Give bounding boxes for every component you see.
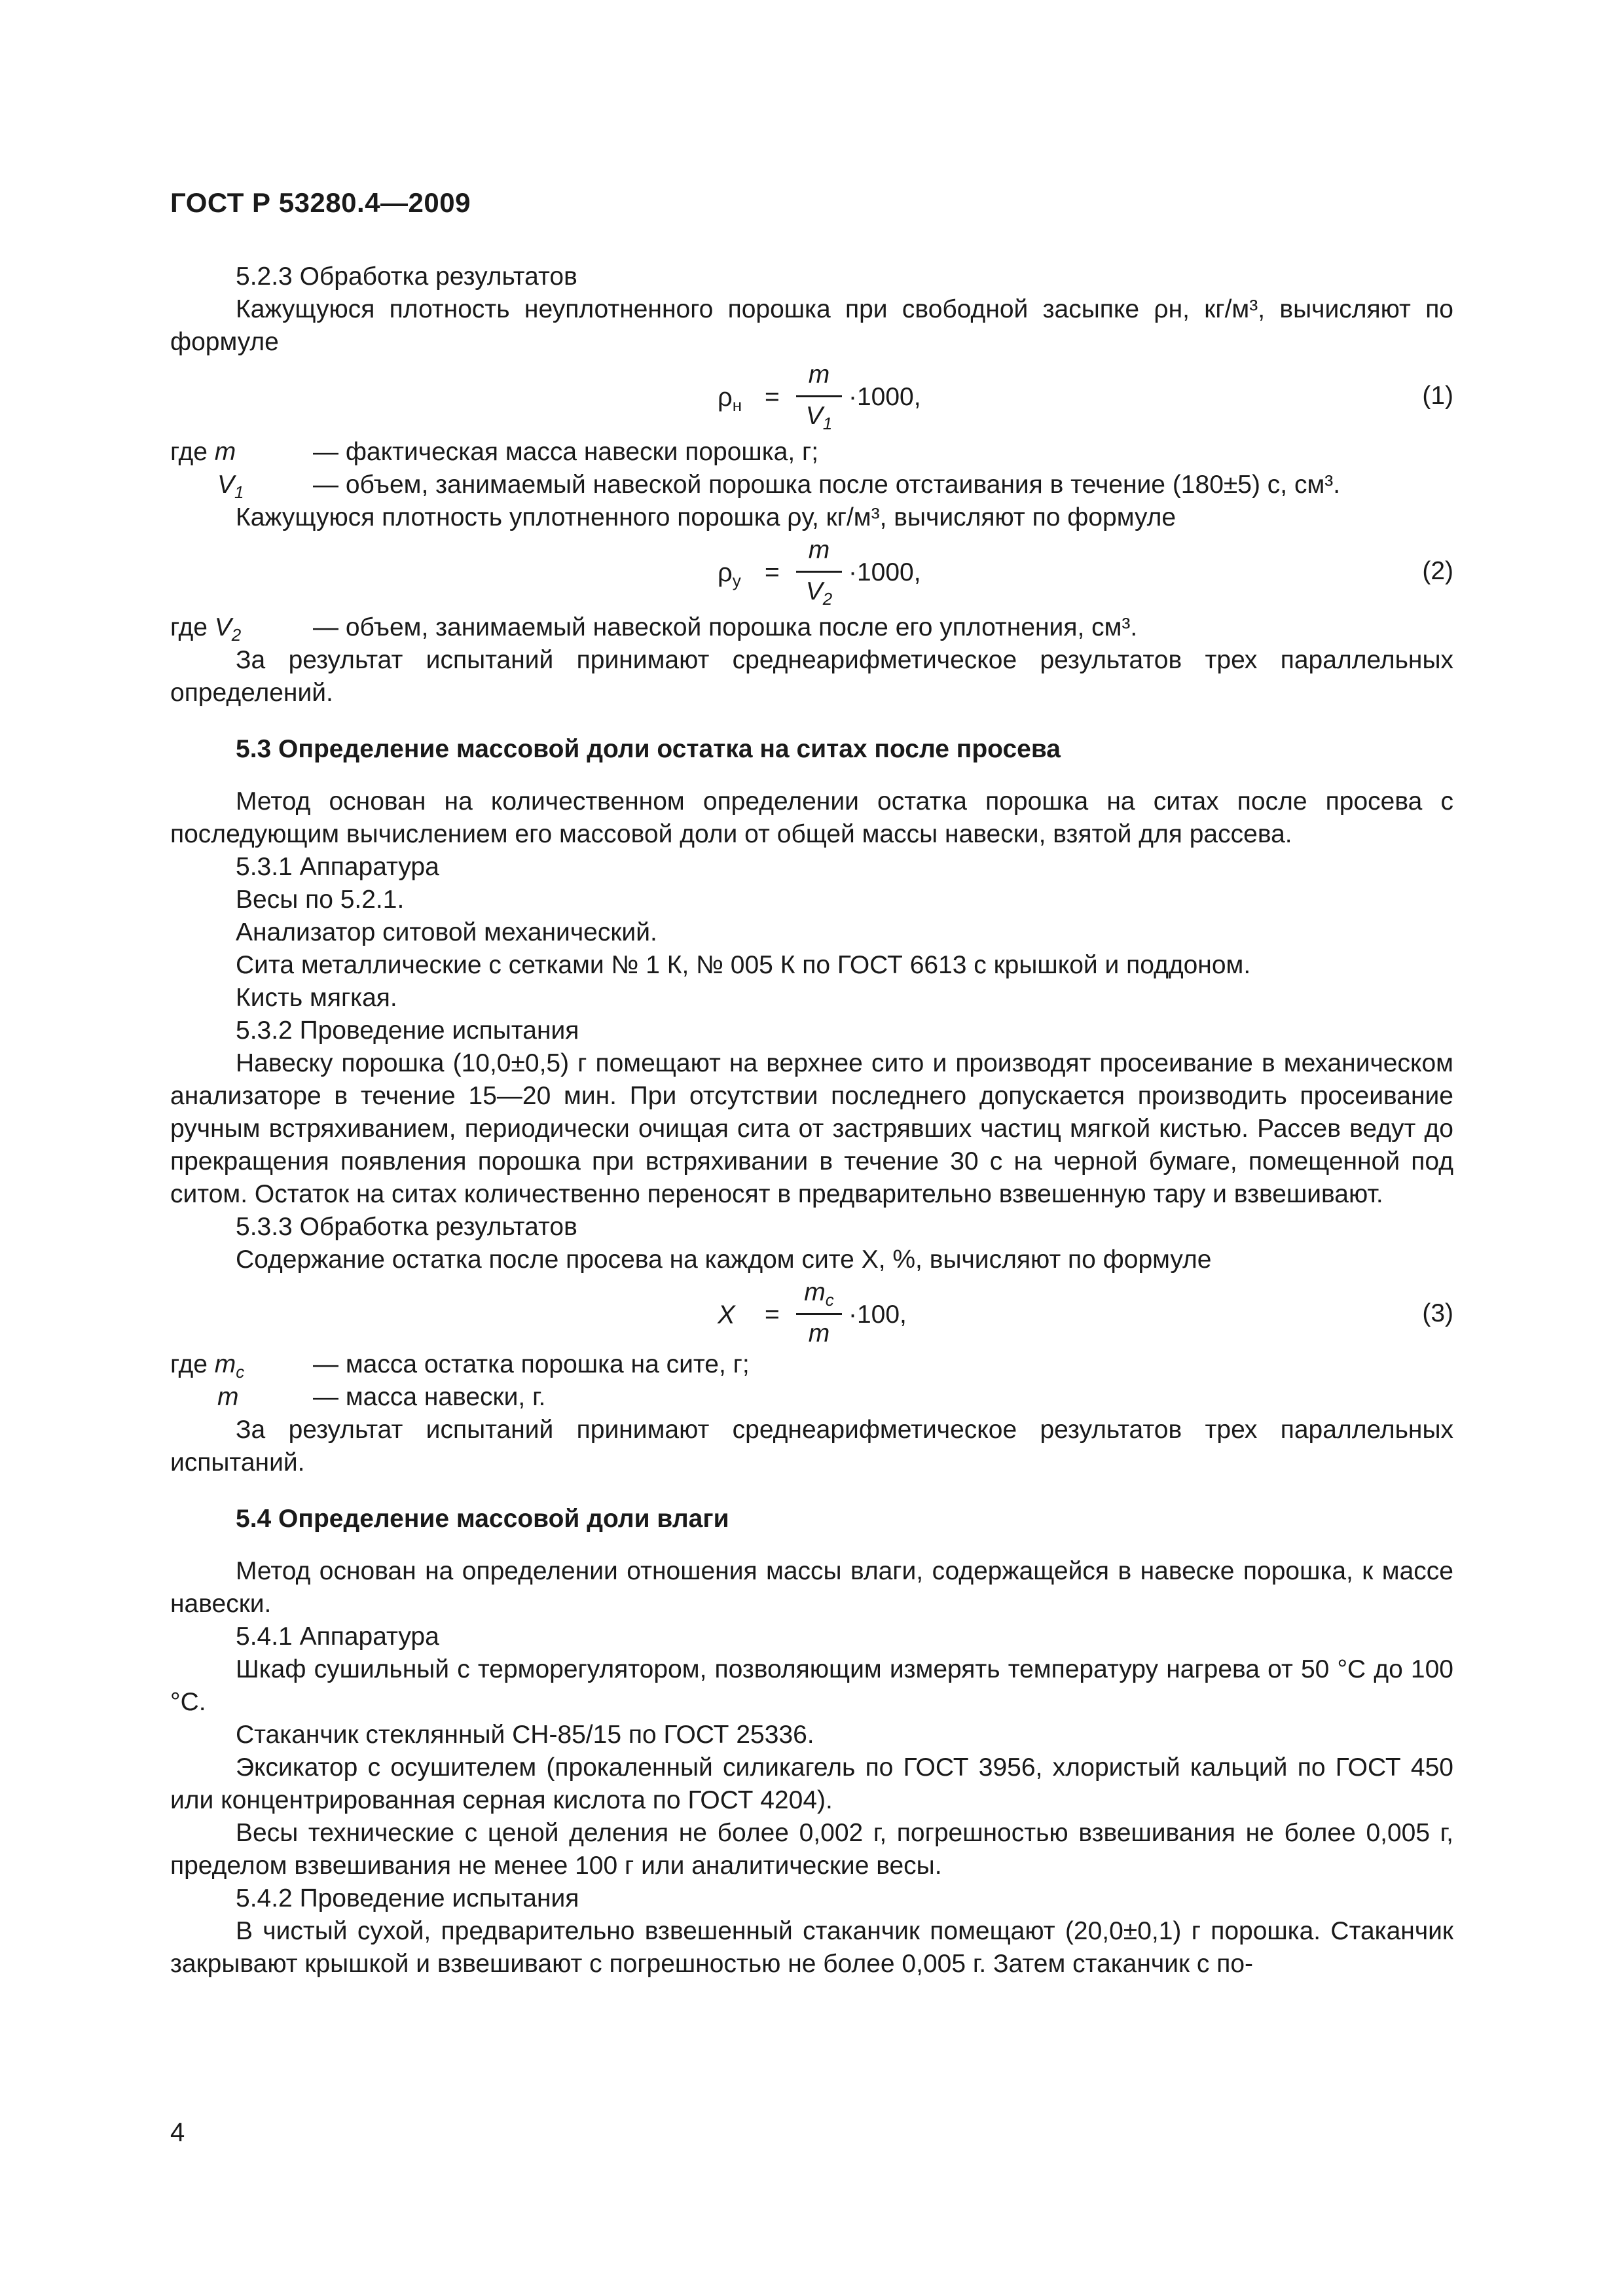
subsection-title-5-3-2: 5.3.2 Проведение испытания (236, 1016, 579, 1045)
definition-row (170, 436, 1453, 469)
paragraph-method-5-3: Метод основан на количественном определении остатка порошка на ситах после просева с последующим вычислением его массовой доли от общей массы навески, взятой для рассева. (170, 787, 1453, 848)
formula-3 (170, 1276, 1453, 1348)
definition-symbol: где $V_2$ (170, 613, 242, 645)
paragraph-procedure-5-4-2: В чистый сухой, предварительно взвешенный стаканчик помещают (20,0±0,1) г порошка. Стаканчик закрывают крышкой и взвешивают с погрешностью не более 0,005 г. Затем стаканчик с по- (170, 1917, 1453, 1978)
definition-row (170, 1381, 1453, 1414)
definition-symbol: m (217, 1383, 239, 1411)
fraction-bar (796, 1313, 842, 1315)
definition-text: — фактическая масса навески порошка, г; (313, 438, 819, 466)
formula-1-lhs: $\rho_н$ (718, 383, 742, 415)
formula-3-denominator: m (808, 1319, 830, 1348)
equipment-item: Эксикатор с осушителем (прокаленный силикагель по ГОСТ 3956, хлористый кальций по ГОСТ 450 или концентрированная серная кислота по ГОСТ 4204). (170, 1753, 1453, 1814)
equipment-item: Весы по 5.2.1. (236, 886, 405, 914)
formula-3-fraction (796, 1276, 842, 1350)
equipment-item: Анализатор ситовой механический. (236, 918, 657, 946)
definitions-formula-1 (170, 436, 1453, 501)
formula-2-lhs: $\rho_у$ (718, 558, 741, 590)
definition-text: — объем, занимаемый навеской порошка после его уплотнения, см³. (313, 613, 1138, 641)
formula-1-numerator: m (808, 361, 830, 389)
definition-text: — объем, занимаемый навеской порошка после отстаивания в течение (180±5) с, см³. (313, 471, 1341, 499)
formula-2-rhs: ·1000, (848, 558, 921, 586)
page-body (170, 260, 1453, 1981)
paragraph-bulk-density-intro: Кажущуюся плотность неуплотненного порошка при свободной засыпке ρн, кг/м³, вычисляют по формуле (170, 295, 1453, 356)
definition-symbol: где m (170, 438, 236, 466)
subsection-title-5-3-1: 5.3.1 Аппаратура (236, 853, 439, 881)
formula-3-numerator: $m_с$ (804, 1278, 834, 1310)
formula-1-rhs: ·1000, (848, 383, 921, 411)
document-code-header: ГОСТ Р 53280.4—2009 (170, 187, 471, 218)
formula-3-number: (3) (1422, 1299, 1453, 1327)
formula-1-equals: = (765, 383, 780, 411)
fraction-bar (796, 395, 842, 397)
formula-2-equals: = (765, 558, 780, 586)
paragraph-result-average: За результат испытаний принимают среднеарифметическое результатов трех параллельных определений. (170, 646, 1453, 707)
definition-text: — масса навески, г. (313, 1383, 546, 1411)
formula-1-fraction (796, 359, 842, 433)
equipment-item: Сита металлические с сетками № 1 К, № 005 К по ГОСТ 6613 с крышкой и поддоном. (236, 951, 1251, 979)
fraction-bar (796, 571, 842, 573)
definition-row (170, 469, 1453, 501)
paragraph-residue-intro: Содержание остатка после просева на каждом сите X, %, вычисляют по формуле (236, 1246, 1212, 1274)
subsection-title-5-4-2: 5.4.2 Проведение испытания (236, 1884, 579, 1912)
definition-row (170, 611, 1453, 644)
subsection-title-5-4-1: 5.4.1 Аппаратура (236, 1623, 439, 1651)
formula-1 (170, 359, 1453, 436)
subsection-title-5-2-3: 5.2.3 Обработка результатов (236, 262, 577, 291)
formula-3-equals: = (765, 1300, 780, 1329)
formula-2-number: (2) (1422, 557, 1453, 585)
paragraph-result-average: За результат испытаний принимают среднеарифметическое результатов трех параллельных испытаний. (170, 1416, 1453, 1477)
equipment-item: Весы технические с ценой деления не более 0,002 г, погрешностью взвешивания не более 0,005 г, пределом взвешивания не менее 100 г или аналитические весы. (170, 1819, 1453, 1880)
paragraph-method-5-4: Метод основан на определении отношения массы влаги, содержащейся в навеске порошка, к массе навески. (170, 1557, 1453, 1618)
formula-2 (170, 534, 1453, 611)
definition-row (170, 1348, 1453, 1381)
page-number: 4 (170, 2118, 185, 2147)
formula-2-fraction (796, 534, 842, 608)
subsection-title-5-3-3: 5.3.3 Обработка результатов (236, 1213, 577, 1241)
formula-1-number: (1) (1422, 382, 1453, 410)
section-heading-5-3: 5.3 Определение массовой доли остатка на ситах после просева (236, 735, 1061, 763)
formula-3-lhs: X (718, 1300, 735, 1329)
equipment-item: Шкаф сушильный с терморегулятором, позволяющим измерять температуру нагрева от 50 °С до 100 °С. (170, 1655, 1453, 1716)
formula-2-denominator: $V_2$ (805, 577, 833, 609)
definition-symbol: где $m_с$ (170, 1350, 245, 1382)
paragraph-tapped-density-intro: Кажущуюся плотность уплотненного порошка ρу, кг/м³, вычисляют по формуле (236, 503, 1176, 531)
paragraph-procedure-5-3-2: Навеску порошка (10,0±0,5) г помещают на верхнее сито и производят просеивание в механическом анализаторе в течение 15—20 мин. При отсутствии последнего допускается производить просеивание ручным встряхиванием, периодически очищая сита от застрявших частиц мягкой кистью. Рассев ведут до прекращения появления порошка при встряхивании в течение 30 с на черной бумаге, помещенной под ситом. Остаток на ситах количественно переносят в предварительно взвешенную тару и взвешивают. (170, 1049, 1453, 1208)
equipment-item: Стаканчик стеклянный СН-85/15 по ГОСТ 25336. (236, 1721, 814, 1749)
definitions-formula-2 (170, 611, 1453, 644)
formula-1-denominator: $V_1$ (805, 402, 833, 433)
definition-text: — масса остатка порошка на сите, г; (313, 1350, 750, 1378)
formula-2-numerator: m (808, 536, 830, 564)
definition-symbol: $V_1$ (217, 471, 244, 502)
formula-3-rhs: ·100, (848, 1300, 907, 1329)
definitions-formula-3 (170, 1348, 1453, 1414)
equipment-item: Кисть мягкая. (236, 984, 397, 1012)
section-heading-5-4: 5.4 Определение массовой доли влаги (236, 1505, 729, 1533)
